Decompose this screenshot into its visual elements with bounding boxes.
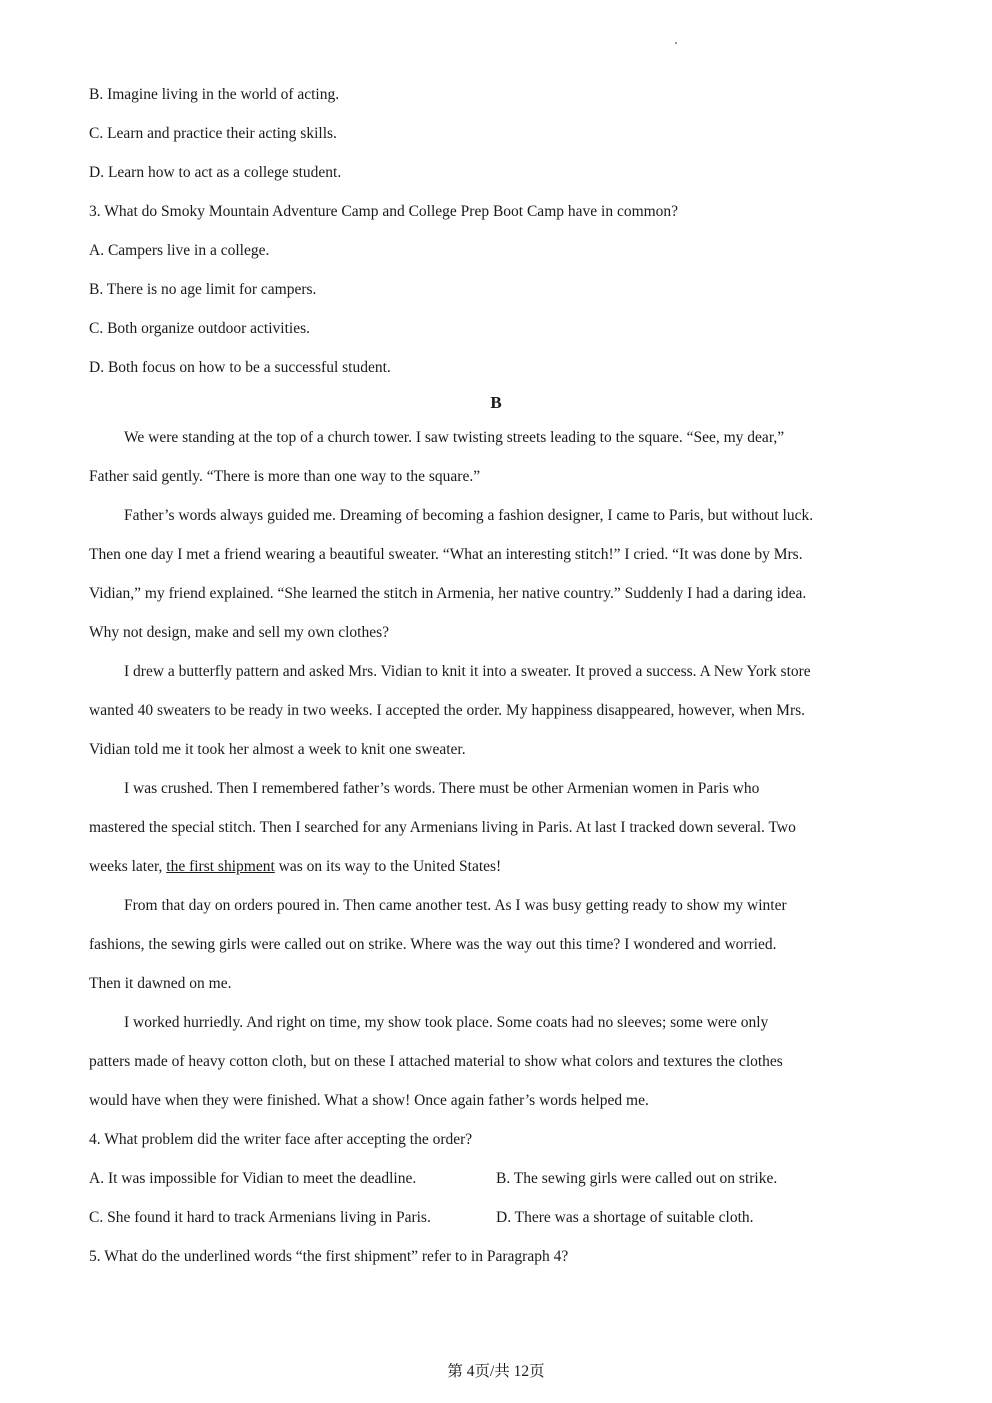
section-heading: B: [490, 393, 502, 412]
passage-line: Father’s words always guided me. Dreaming of becoming a fashion designer, I came to Paris, but without luck.: [124, 507, 814, 524]
underlined-phrase: the first shipment: [166, 858, 275, 875]
q4-option-a: A. It was impossible for Vidian to meet the deadline.: [89, 1170, 417, 1187]
q3-option-b: B. There is no age limit for campers.: [89, 281, 317, 298]
q5-question: 5. What do the underlined words “the first shipment” refer to in Paragraph 4?: [89, 1248, 569, 1265]
q4-option-d: D. There was a shortage of suitable cloth.: [496, 1209, 754, 1226]
passage-line: I was crushed. Then I remembered father’s words. There must be other Armenian women in Paris who: [124, 780, 760, 797]
page-number: 第 4页/共 12页: [447, 1363, 545, 1380]
passage-line: Why not design, make and sell my own clothes?: [89, 624, 390, 641]
q4-option-b: B. The sewing girls were called out on strike.: [496, 1170, 778, 1187]
passage-line: Vidian told me it took her almost a week to knit one sweater.: [89, 741, 466, 758]
passage-line: We were standing at the top of a church tower. I saw twisting streets leading to the square. “See, my dear,”: [124, 429, 785, 446]
scan-dot: [675, 42, 677, 44]
q2-option-c: C. Learn and practice their acting skills.: [89, 125, 337, 142]
passage-line: mastered the special stitch. Then I searched for any Armenians living in Paris. At last I tracked down several. Two: [89, 819, 796, 836]
passage-text: weeks later,: [89, 858, 167, 875]
passage-line: From that day on orders poured in. Then came another test. As I was busy getting ready to show my winter: [124, 897, 787, 914]
q4-question: 4. What problem did the writer face after accepting the order?: [89, 1131, 473, 1148]
q3-question: 3. What do Smoky Mountain Adventure Camp and College Prep Boot Camp have in common?: [89, 203, 679, 220]
passage-line: would have when they were finished. What a show! Once again father’s words helped me.: [89, 1092, 649, 1109]
q3-option-c: C. Both organize outdoor activities.: [89, 320, 310, 337]
passage-line: fashions, the sewing girls were called out on strike. Where was the way out this time? I wondered and worried.: [89, 936, 777, 953]
passage-line: Vidian,” my friend explained. “She learned the stitch in Armenia, her native country.” Suddenly I had a daring idea.: [89, 585, 807, 602]
q2-option-d: D. Learn how to act as a college student.: [89, 164, 342, 181]
passage-line: patters made of heavy cotton cloth, but on these I attached material to show what colors and textures the clothes: [89, 1053, 783, 1070]
passage-line: [89, 856, 906, 878]
q4-option-c: C. She found it hard to track Armenians living in Paris.: [89, 1209, 431, 1226]
passage-line: Father said gently. “There is more than one way to the square.”: [89, 468, 481, 485]
q3-option-d: D. Both focus on how to be a successful student.: [89, 359, 391, 376]
passage-line: I drew a butterfly pattern and asked Mrs. Vidian to knit it into a sweater. It proved a success. A New York store: [124, 663, 811, 680]
passage-text: was on its way to the United States!: [274, 858, 502, 875]
q3-option-a: A. Campers live in a college.: [89, 242, 270, 259]
passage-line: I worked hurriedly. And right on time, my show took place. Some coats had no sleeves; some were only: [124, 1014, 769, 1031]
q2-option-b: B. Imagine living in the world of acting.: [89, 86, 340, 103]
passage-line: Then one day I met a friend wearing a beautiful sweater. “What an interesting stitch!” I cried. “It was done by Mrs.: [89, 546, 803, 563]
passage-line: Then it dawned on me.: [89, 975, 232, 992]
passage-line: wanted 40 sweaters to be ready in two weeks. I accepted the order. My happiness disappeared, however, when Mrs.: [89, 702, 806, 719]
